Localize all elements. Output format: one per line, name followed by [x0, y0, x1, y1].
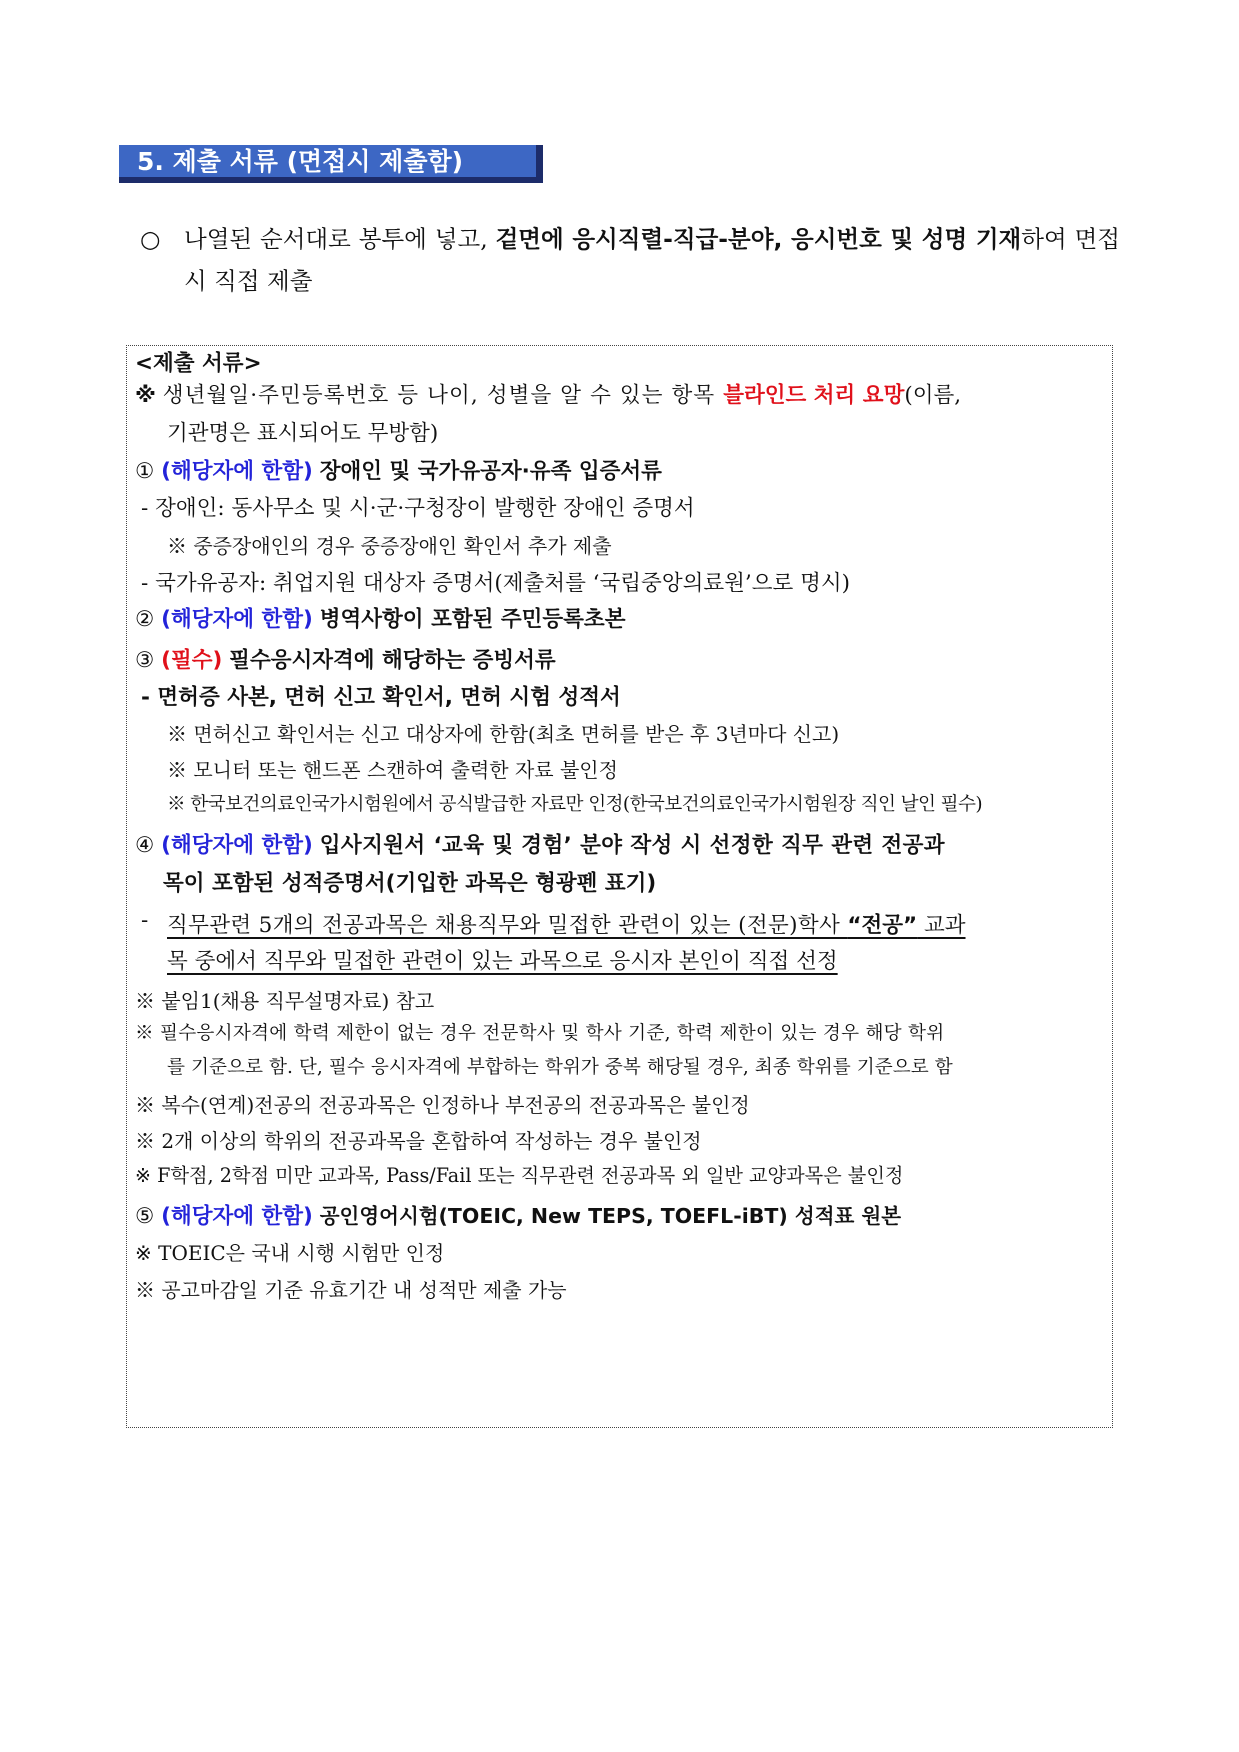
- intro-text-a: 나열된 순서대로 봉투에 넣고,: [184, 225, 496, 253]
- item4-note4: ※ 2개 이상의 학위의 전공과목을 혼합하여 작성하는 경우 불인정: [135, 1129, 702, 1153]
- item4-heading-line2: 목이 포함된 성적증명서(기입한 과목은 형광펜 표기): [163, 871, 657, 896]
- item2-title: 병역사항이 포함된 주민등록초본: [319, 607, 626, 632]
- item3-title: 필수응시자격에 해당하는 증빙서류: [229, 648, 556, 673]
- item3-note1: ※ 면허신고 확인서는 신고 대상자에 한함(최초 면허를 받은 후 3년마다 신고): [167, 722, 840, 746]
- item4-number: ④: [135, 833, 155, 858]
- item4-note1: ※ 붙임1(채용 직무설명자료) 참고: [135, 989, 435, 1013]
- item4-note2b: 를 기준으로 함. 단, 필수 응시자격에 부합하는 학위가 중복 해당될 경우, 최종 학위를 기준으로 함: [167, 1057, 953, 1078]
- item4-sub-bold: “전공”: [847, 913, 918, 938]
- circle-bullet: ○: [140, 225, 161, 253]
- item4-title-a: 입사지원서 ‘교육 및 경험’ 분야 작성 시 선정한 직무 관련 전공과: [319, 833, 945, 858]
- item3-note3: ※ 한국보건의료인국가시험원에서 공식발급한 자료만 인정(한국보건의료인국가시험원장 직인 날인 필수): [167, 794, 983, 815]
- item4-sub-line2: 목 중에서 직무와 밀접한 관련이 있는 과목으로 응시자 본인이 직접 선정: [167, 949, 838, 974]
- item5-note2: ※ 공고마감일 기준 유효기간 내 성적만 제출 가능: [135, 1278, 567, 1302]
- item5-title: 공인영어시험(TOEIC, New TEPS, TOEFL-iBT) 성적표 원본: [319, 1204, 902, 1228]
- item1-note1: ※ 중증장애인의 경우 중증장애인 확인서 추가 제출: [167, 534, 612, 558]
- item4-sub-a1: 직무관련 5개의 전공과목은 채용직무와 밀접한 관련이 있는 (전문)학사: [167, 913, 848, 938]
- intro-text: [184, 218, 1120, 302]
- section-title: 5. 제출 서류 (면접시 제출함): [119, 145, 543, 183]
- item4-sub-dash: -: [141, 908, 149, 933]
- item3-note2: ※ 모니터 또는 핸드폰 스캔하여 출력한 자료 불인정: [167, 758, 618, 782]
- item4-note5: ※ F학점, 2학점 미만 교과목, Pass/Fail 또는 직무관련 전공과목 외 일반 교양과목은 불인정: [135, 1164, 904, 1187]
- blind-red-text: 블라인드 처리 요망: [723, 383, 905, 408]
- item4-note2a: ※ 필수응시자격에 학력 제한이 없는 경우 전문학사 및 학사 기준, 학력 제한이 있는 경우 해당 학위: [135, 1023, 945, 1044]
- item5-number: ⑤: [135, 1204, 155, 1229]
- intro-text-b: 하여 면접 시 직접 제출: [184, 225, 1120, 295]
- item4-tag: (해당자에 한함): [161, 833, 313, 858]
- item3-number: ③: [135, 648, 155, 673]
- item3-heading: [135, 643, 556, 674]
- item1-heading: [135, 454, 662, 485]
- item4-sub-a2: 교과: [917, 913, 966, 938]
- item4-sub-line1: [167, 908, 1103, 939]
- item5-note1: ※ TOEIC은 국내 시행 시험만 인정: [135, 1241, 445, 1265]
- blind-notice-line1: [135, 378, 1103, 409]
- item3-tag: (필수): [161, 648, 223, 673]
- item5-heading: [135, 1199, 901, 1230]
- item1-sub2: - 국가유공자: 취업지원 대상자 증명서(제출처를 ‘국립중앙의료원’으로 명시): [141, 571, 851, 596]
- item2-number: ②: [135, 607, 155, 632]
- item5-tag: (해당자에 한함): [161, 1204, 313, 1229]
- box-heading: [135, 336, 262, 376]
- item1-sub1: - 장애인: 동사무소 및 시·군·구청장이 발행한 장애인 증명서: [141, 496, 695, 521]
- item1-number: ①: [135, 459, 155, 484]
- intro-paragraph: [140, 218, 1120, 302]
- blind-notice-line2: 기관명은 표시되어도 무방함): [167, 421, 439, 446]
- item3-sub: - 면허증 사본, 면허 신고 확인서, 면허 시험 성적서: [141, 685, 621, 710]
- reference-mark: ※: [135, 383, 156, 408]
- intro-bold: 겉면에 응시직렬-직급-분야, 응시번호 및 성명 기재: [495, 225, 1022, 253]
- item1-title: 장애인 및 국가유공자·유족 입증서류: [319, 459, 662, 484]
- item4-heading-line1: [135, 828, 945, 859]
- blind-text-a: 생년월일·주민등록번호 등 나이, 성별을 알 수 있는 항목: [162, 383, 724, 408]
- documents-box: [126, 345, 1113, 1428]
- item2-tag: (해당자에 한함): [161, 607, 313, 632]
- item1-tag: (해당자에 한함): [161, 459, 313, 484]
- blind-text-b: (이름,: [904, 383, 962, 408]
- item4-note3: ※ 복수(연계)전공의 전공과목은 인정하나 부전공의 전공과목은 불인정: [135, 1093, 750, 1117]
- box-heading-text: <제출 서류>: [135, 351, 262, 376]
- item2-heading: [135, 602, 625, 633]
